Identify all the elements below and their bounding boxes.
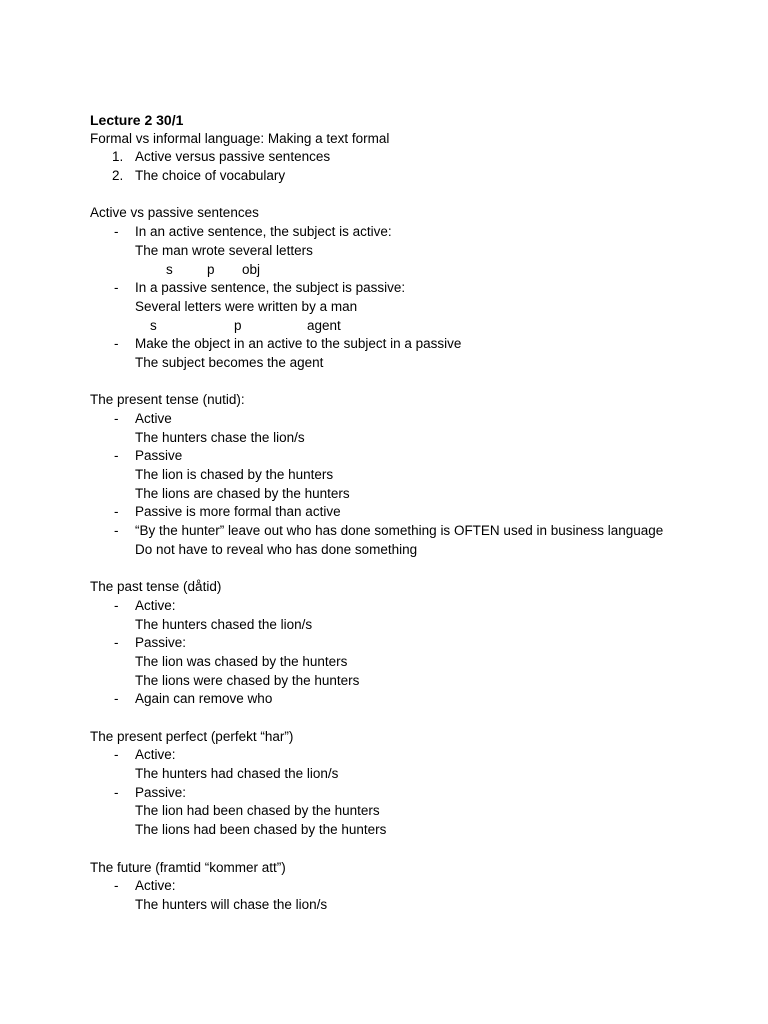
grammar-tag: s <box>150 317 157 333</box>
bullet-item <box>90 503 730 522</box>
bullet-text: Passive <box>135 448 183 464</box>
bullet-item <box>90 522 730 541</box>
grammar-tag: s <box>166 261 173 277</box>
example-line: The hunters had chased the lion/s <box>135 766 339 782</box>
bullet-item <box>90 877 730 896</box>
bullet-text: Active: <box>135 878 176 894</box>
section-heading: The past tense (dåtid) <box>90 579 222 595</box>
item-number: 2. <box>112 168 124 184</box>
bullet-item <box>90 634 730 653</box>
grammar-tag: p <box>234 317 242 333</box>
bullet-dash: - <box>114 336 119 352</box>
example-line: The hunters chased the lion/s <box>135 616 313 632</box>
bullet-dash: - <box>114 280 119 296</box>
bullet-text: In an active sentence, the subject is active: <box>135 224 392 240</box>
example-line: The hunters will chase the lion/s <box>135 896 328 912</box>
bullet-text: Active: <box>135 747 176 763</box>
example-line: The hunters chase the lion/s <box>135 429 305 445</box>
numbered-item <box>90 148 730 167</box>
example-line: The subject becomes the agent <box>135 354 324 370</box>
grammar-tags <box>90 261 730 280</box>
bullet-item <box>90 690 730 709</box>
bullet-item <box>90 746 730 765</box>
bullet-dash: - <box>114 448 119 464</box>
bullet-text: In a passive sentence, the subject is passive: <box>135 280 406 296</box>
bullet-item <box>90 784 730 803</box>
bullet-text: “By the hunter” leave out who has done something is OFTEN used in business language <box>135 523 664 539</box>
example-line: The lion is chased by the hunters <box>135 467 334 483</box>
grammar-tag: p <box>207 261 215 277</box>
bullet-text: Again can remove who <box>135 691 273 707</box>
section-heading: Active vs passive sentences <box>90 205 259 221</box>
bullet-item <box>90 223 730 242</box>
bullet-dash: - <box>114 597 119 613</box>
grammar-tag: agent <box>307 317 341 333</box>
bullet-dash: - <box>114 784 119 800</box>
bullet-item <box>90 279 730 298</box>
bullet-dash: - <box>114 224 119 240</box>
bullet-text: Active <box>135 411 172 426</box>
item-text: Active versus passive sentences <box>135 149 331 165</box>
item-number: 1. <box>112 149 124 165</box>
example-line: The man wrote several letters <box>135 242 313 258</box>
bullet-dash: - <box>114 635 119 651</box>
section-heading: The future (framtid “kommer att”) <box>90 859 286 875</box>
bullet-dash: - <box>114 691 119 707</box>
numbered-item <box>90 167 730 186</box>
section-heading: The present perfect (perfekt “har”) <box>90 728 294 744</box>
bullet-item <box>90 447 730 466</box>
bullet-dash: - <box>114 411 119 426</box>
example-line: The lion was chased by the hunters <box>135 653 348 669</box>
bullet-text: Passive is more formal than active <box>135 504 341 520</box>
bullet-dash: - <box>114 747 119 763</box>
bullet-text: Passive: <box>135 635 187 651</box>
grammar-tag: obj <box>242 261 261 277</box>
example-line: Several letters were written by a man <box>135 298 358 314</box>
document-page <box>90 111 730 915</box>
item-text: The choice of vocabulary <box>135 168 286 184</box>
bullet-dash: - <box>114 523 119 539</box>
example-line: The lions are chased by the hunters <box>135 485 350 501</box>
bullet-item <box>90 597 730 616</box>
example-line: The lion had been chased by the hunters <box>135 803 380 819</box>
bullet-item <box>90 410 730 429</box>
bullet-dash: - <box>114 878 119 894</box>
page-title: Lecture 2 30/1 <box>90 112 184 128</box>
bullet-text: Make the object in an active to the subject in a passive <box>135 336 462 352</box>
bullet-dash: - <box>114 504 119 520</box>
example-line: Do not have to reveal who has done something <box>135 541 418 557</box>
section-heading: The present tense (nutid): <box>90 392 245 408</box>
bullet-text: Active: <box>135 597 176 613</box>
bullet-text: Passive: <box>135 784 187 800</box>
bullet-item <box>90 335 730 354</box>
intro-line: Formal vs informal language: Making a text formal <box>90 130 390 146</box>
grammar-tags <box>90 317 730 336</box>
example-line: The lions had been chased by the hunters <box>135 822 387 838</box>
example-line: The lions were chased by the hunters <box>135 672 360 688</box>
